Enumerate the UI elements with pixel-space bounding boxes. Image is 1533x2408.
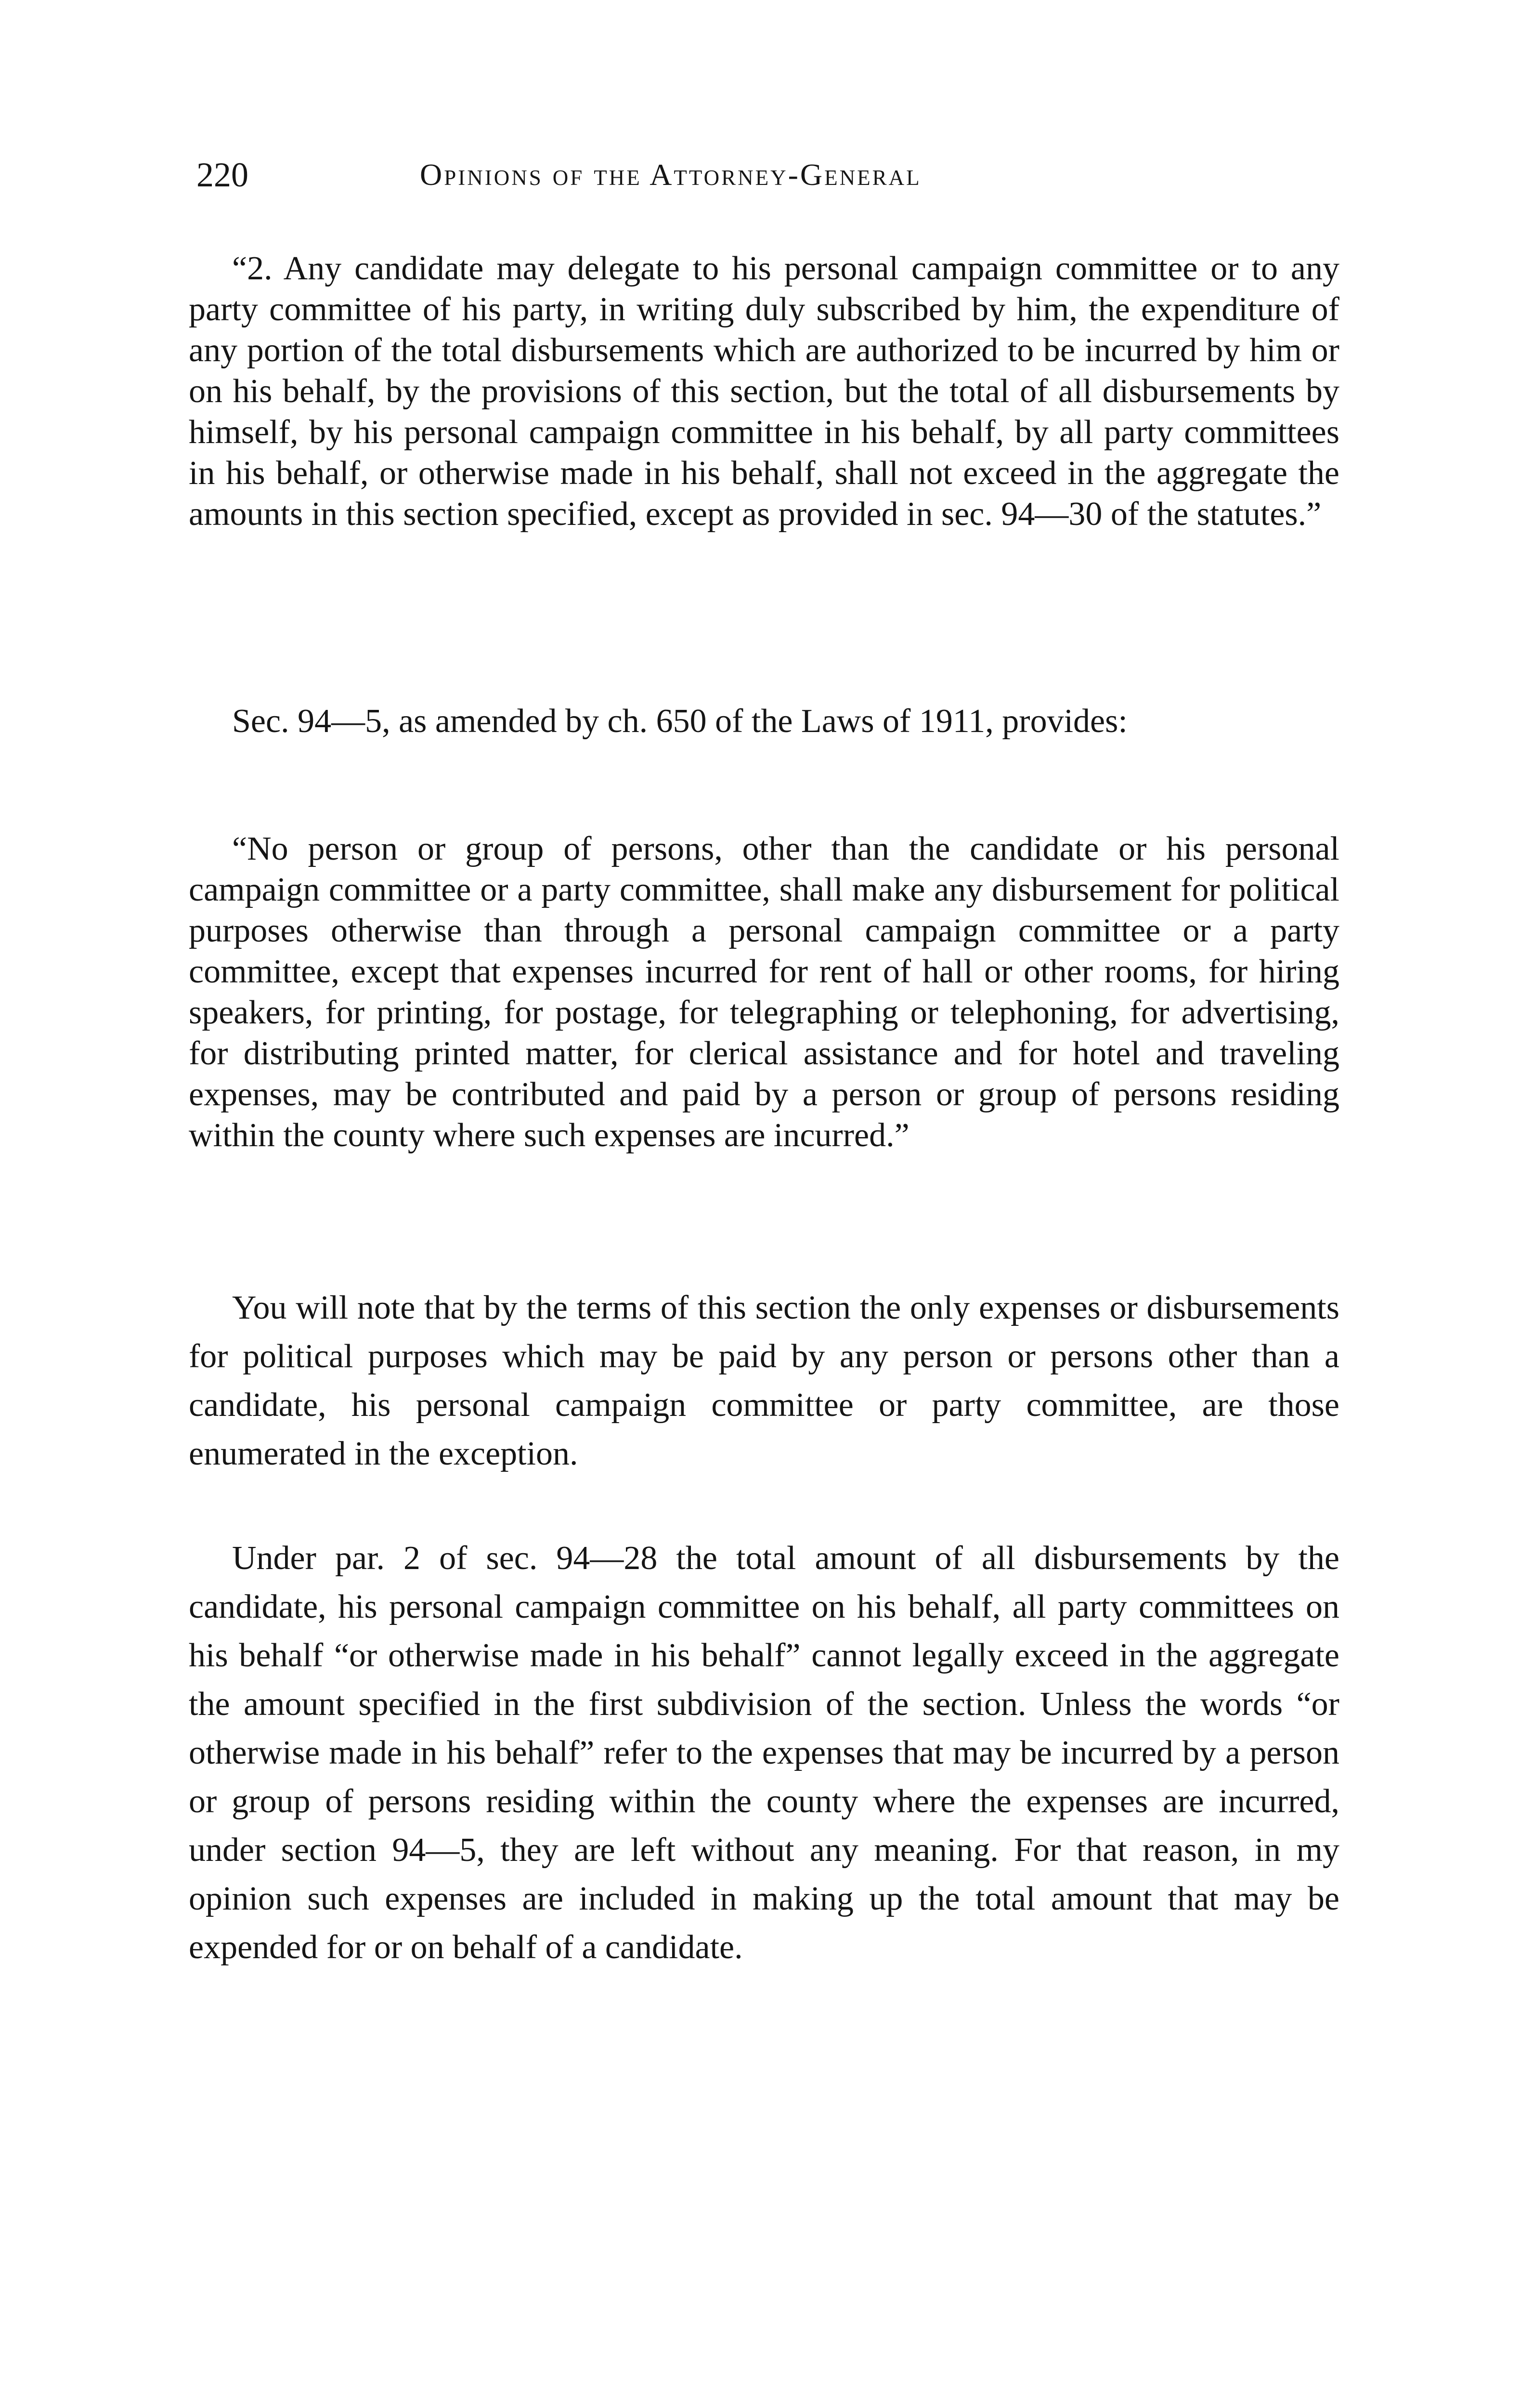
analysis-paragraph-2 [189,1534,1339,1972]
running-head: Opinions of the Attorney-General [420,157,922,192]
quote-text: “No person or group of persons, other than the candidate or his personal campaign committee or a party committee, shall make any disbursement for political purposes otherwise than through a personal campaign committee or a party committee, except that expenses incurred for rent of hall or other rooms, for hiring speakers, for printing, for postage, for telegraphing or telephoning, for advertising, for distributing printed matter, for clerical assistance and for hotel and traveling expenses, may be contributed and paid by a person or group of persons residing within the county where such expenses are incurred.” [189,830,1339,1154]
section-intro-paragraph [189,701,1339,742]
page-header [196,153,1111,196]
quoted-statute-paragraph-2 [189,248,1339,535]
quoted-section-94-5 [189,828,1339,1156]
paragraph-text: You will note that by the terms of this section the only expenses or disbursements for political purposes which may be paid by any person or persons other than a candidate, his personal campaign committee or party committee, are those enumerated in the exception. [189,1289,1339,1472]
paragraph-text: Under par. 2 of sec. 94—28 the total amount of all disbursements by the candidate, his personal campaign committee on his behalf, all party committees on his behalf “or otherwise made in his behalf” cannot legally exceed in the aggregate the amount specified in the first subdivision of the section. Unless the words “or otherwise made in his behalf” refer to the expenses that may be incurred by a person or group of persons residing within the county where the expenses are incurred, under section 94—5, they are left without any meaning. For that reason, in my opinion such expenses are included in making up the total amount that may be expended for or on behalf of a candidate. [189,1540,1339,1966]
paragraph-text: Sec. 94—5, as amended by ch. 650 of the Laws of 1911, provides: [232,703,1128,740]
quote-text: “2. Any candidate may delegate to his personal campaign committee or to any party committee of his party, in writing duly subscribed by him, the expenditure of any portion of the total disbursements which are authorized to be incurred by him or on his behalf, by the provisions of this section, but the total of all disbursements by himself, by his personal campaign committee in his behalf, by all party committees in his behalf, or otherwise made in his behalf, shall not exceed in the aggregate the amounts in this section specified, except as provided in sec. 94—30 of the statutes.” [189,250,1339,533]
analysis-paragraph-1 [189,1283,1339,1478]
page-number: 220 [196,156,248,194]
